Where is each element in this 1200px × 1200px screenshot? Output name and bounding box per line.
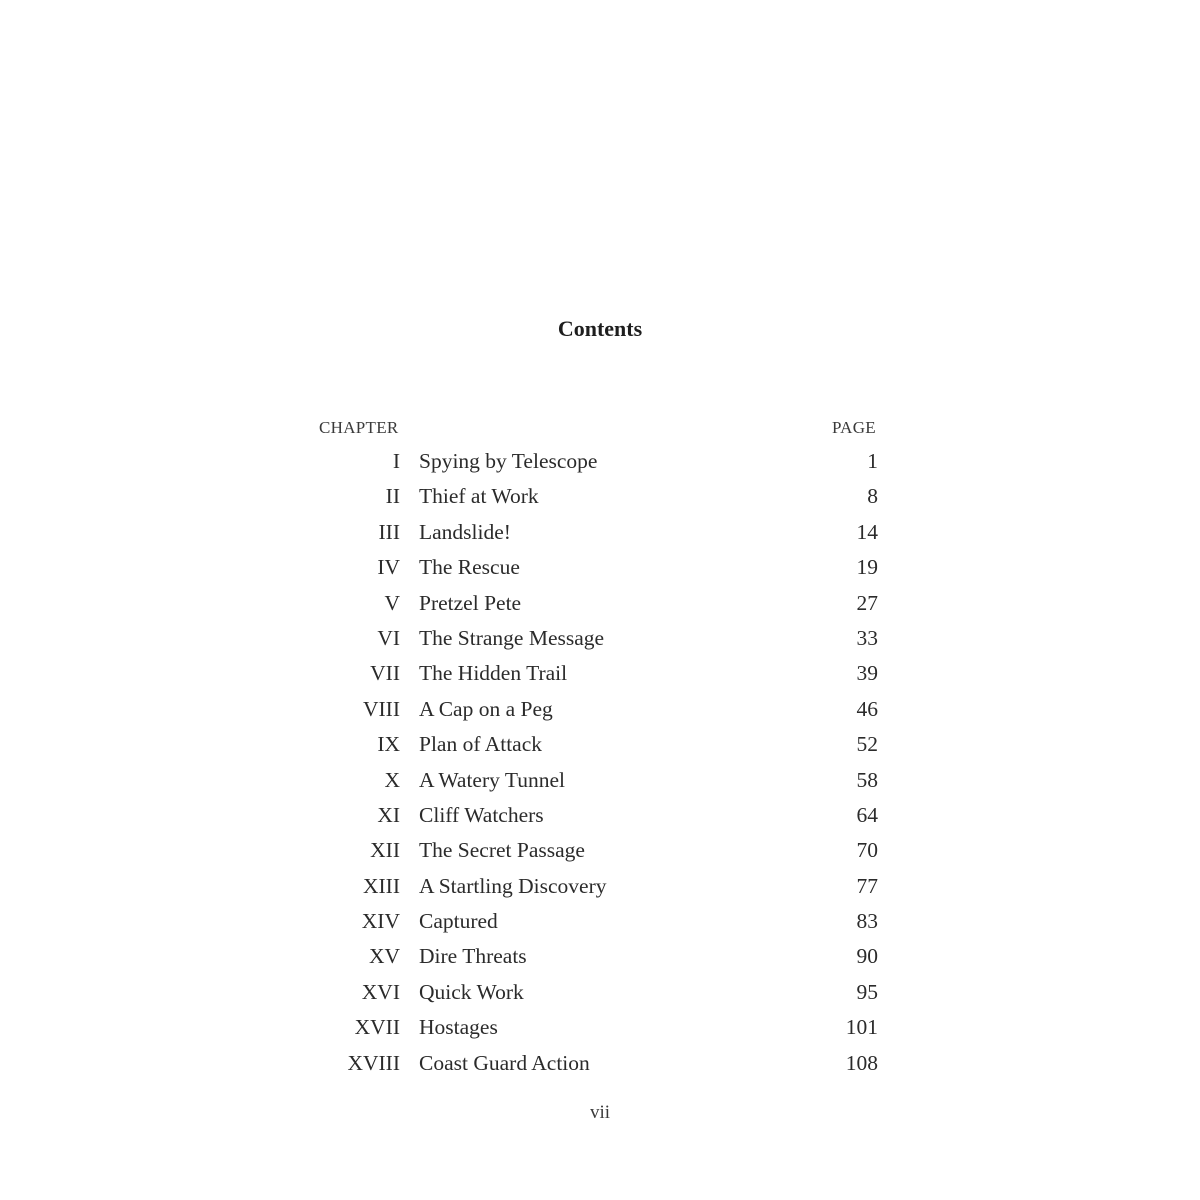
chapter-title: The Secret Passage [419,838,585,863]
chapter-title: Pretzel Pete [419,590,522,615]
toc-entry [300,1010,880,1045]
chapter-page-number: 70 [856,838,878,863]
toc-entry [300,1046,880,1081]
chapter-page-number: 46 [856,696,878,721]
toc-entry [300,833,880,868]
toc-entry [300,763,880,798]
toc-entry [300,904,880,939]
chapter-page-number: 19 [856,555,878,580]
chapter-title: Coast Guard Action [419,1050,590,1075]
toc-entry [300,656,880,691]
toc-entry [300,550,880,585]
chapter-title: Thief at Work [419,484,539,509]
toc-entry [300,479,880,514]
toc-entry [300,727,880,762]
chapter-numeral: XVII [354,1015,400,1040]
chapter-numeral: XV [368,944,400,969]
chapter-page-number: 14 [856,519,878,544]
toc-entry [300,586,880,621]
page-title: Contents [557,316,643,341]
toc-entry [300,444,880,479]
table-of-contents [300,444,880,1081]
chapter-page-number: 108 [845,1050,878,1075]
chapter-title: The Hidden Trail [419,661,568,686]
chapter-column-header: CHAPTER [319,418,399,437]
chapter-title: Hostages [419,1015,498,1040]
chapter-numeral: XIV [361,909,400,934]
chapter-numeral: II [385,484,400,509]
chapter-numeral: X [384,767,400,792]
chapter-page-number: 27 [856,590,878,615]
chapter-title: The Rescue [419,555,520,580]
chapter-page-number: 1 [867,449,878,473]
chapter-page-number: 64 [856,802,878,827]
toc-entry [300,621,880,656]
chapter-numeral: IX [377,732,400,757]
chapter-numeral: XVI [361,979,400,1004]
chapter-numeral: I [392,449,400,473]
chapter-page-number: 33 [856,625,878,650]
chapter-title: Spying by Telescope [419,449,598,473]
chapter-numeral: V [384,590,400,615]
chapter-page-number: 8 [867,484,878,509]
chapter-numeral: VII [370,661,400,686]
chapter-page-number: 83 [856,909,878,934]
chapter-title: Cliff Watchers [419,802,544,827]
chapter-numeral: XII [370,838,400,863]
chapter-numeral: VIII [362,696,400,721]
chapter-page-number: 58 [856,767,878,792]
chapter-title: A Startling Discovery [419,873,607,898]
chapter-title: The Strange Message [419,625,605,650]
chapter-page-number: 39 [856,661,878,686]
chapter-page-number: 90 [856,944,878,969]
chapter-title: Captured [419,909,498,934]
toc-entry [300,975,880,1010]
toc-entry [300,869,880,904]
chapter-numeral: IV [377,555,400,580]
toc-entry [300,515,880,550]
chapter-numeral: VI [377,625,400,650]
toc-entry [300,798,880,833]
chapter-numeral: III [378,519,400,544]
page-column-header: PAGE [831,418,876,437]
chapter-numeral: XIII [362,873,400,898]
toc-entry [300,692,880,727]
chapter-page-number: 101 [845,1015,878,1040]
toc-entry [300,939,880,974]
chapter-numeral: XVIII [347,1050,400,1075]
chapter-title: Quick Work [419,979,524,1004]
chapter-title: A Cap on a Peg [419,696,553,721]
page-folio: vii [589,1102,611,1123]
chapter-title: Plan of Attack [419,732,543,757]
chapter-page-number: 77 [856,873,878,898]
chapter-title: Landslide! [419,519,511,544]
chapter-numeral: XI [377,802,400,827]
chapter-title: A Watery Tunnel [419,767,565,792]
chapter-title: Dire Threats [419,944,527,969]
chapter-page-number: 95 [856,979,878,1004]
chapter-page-number: 52 [856,732,878,757]
